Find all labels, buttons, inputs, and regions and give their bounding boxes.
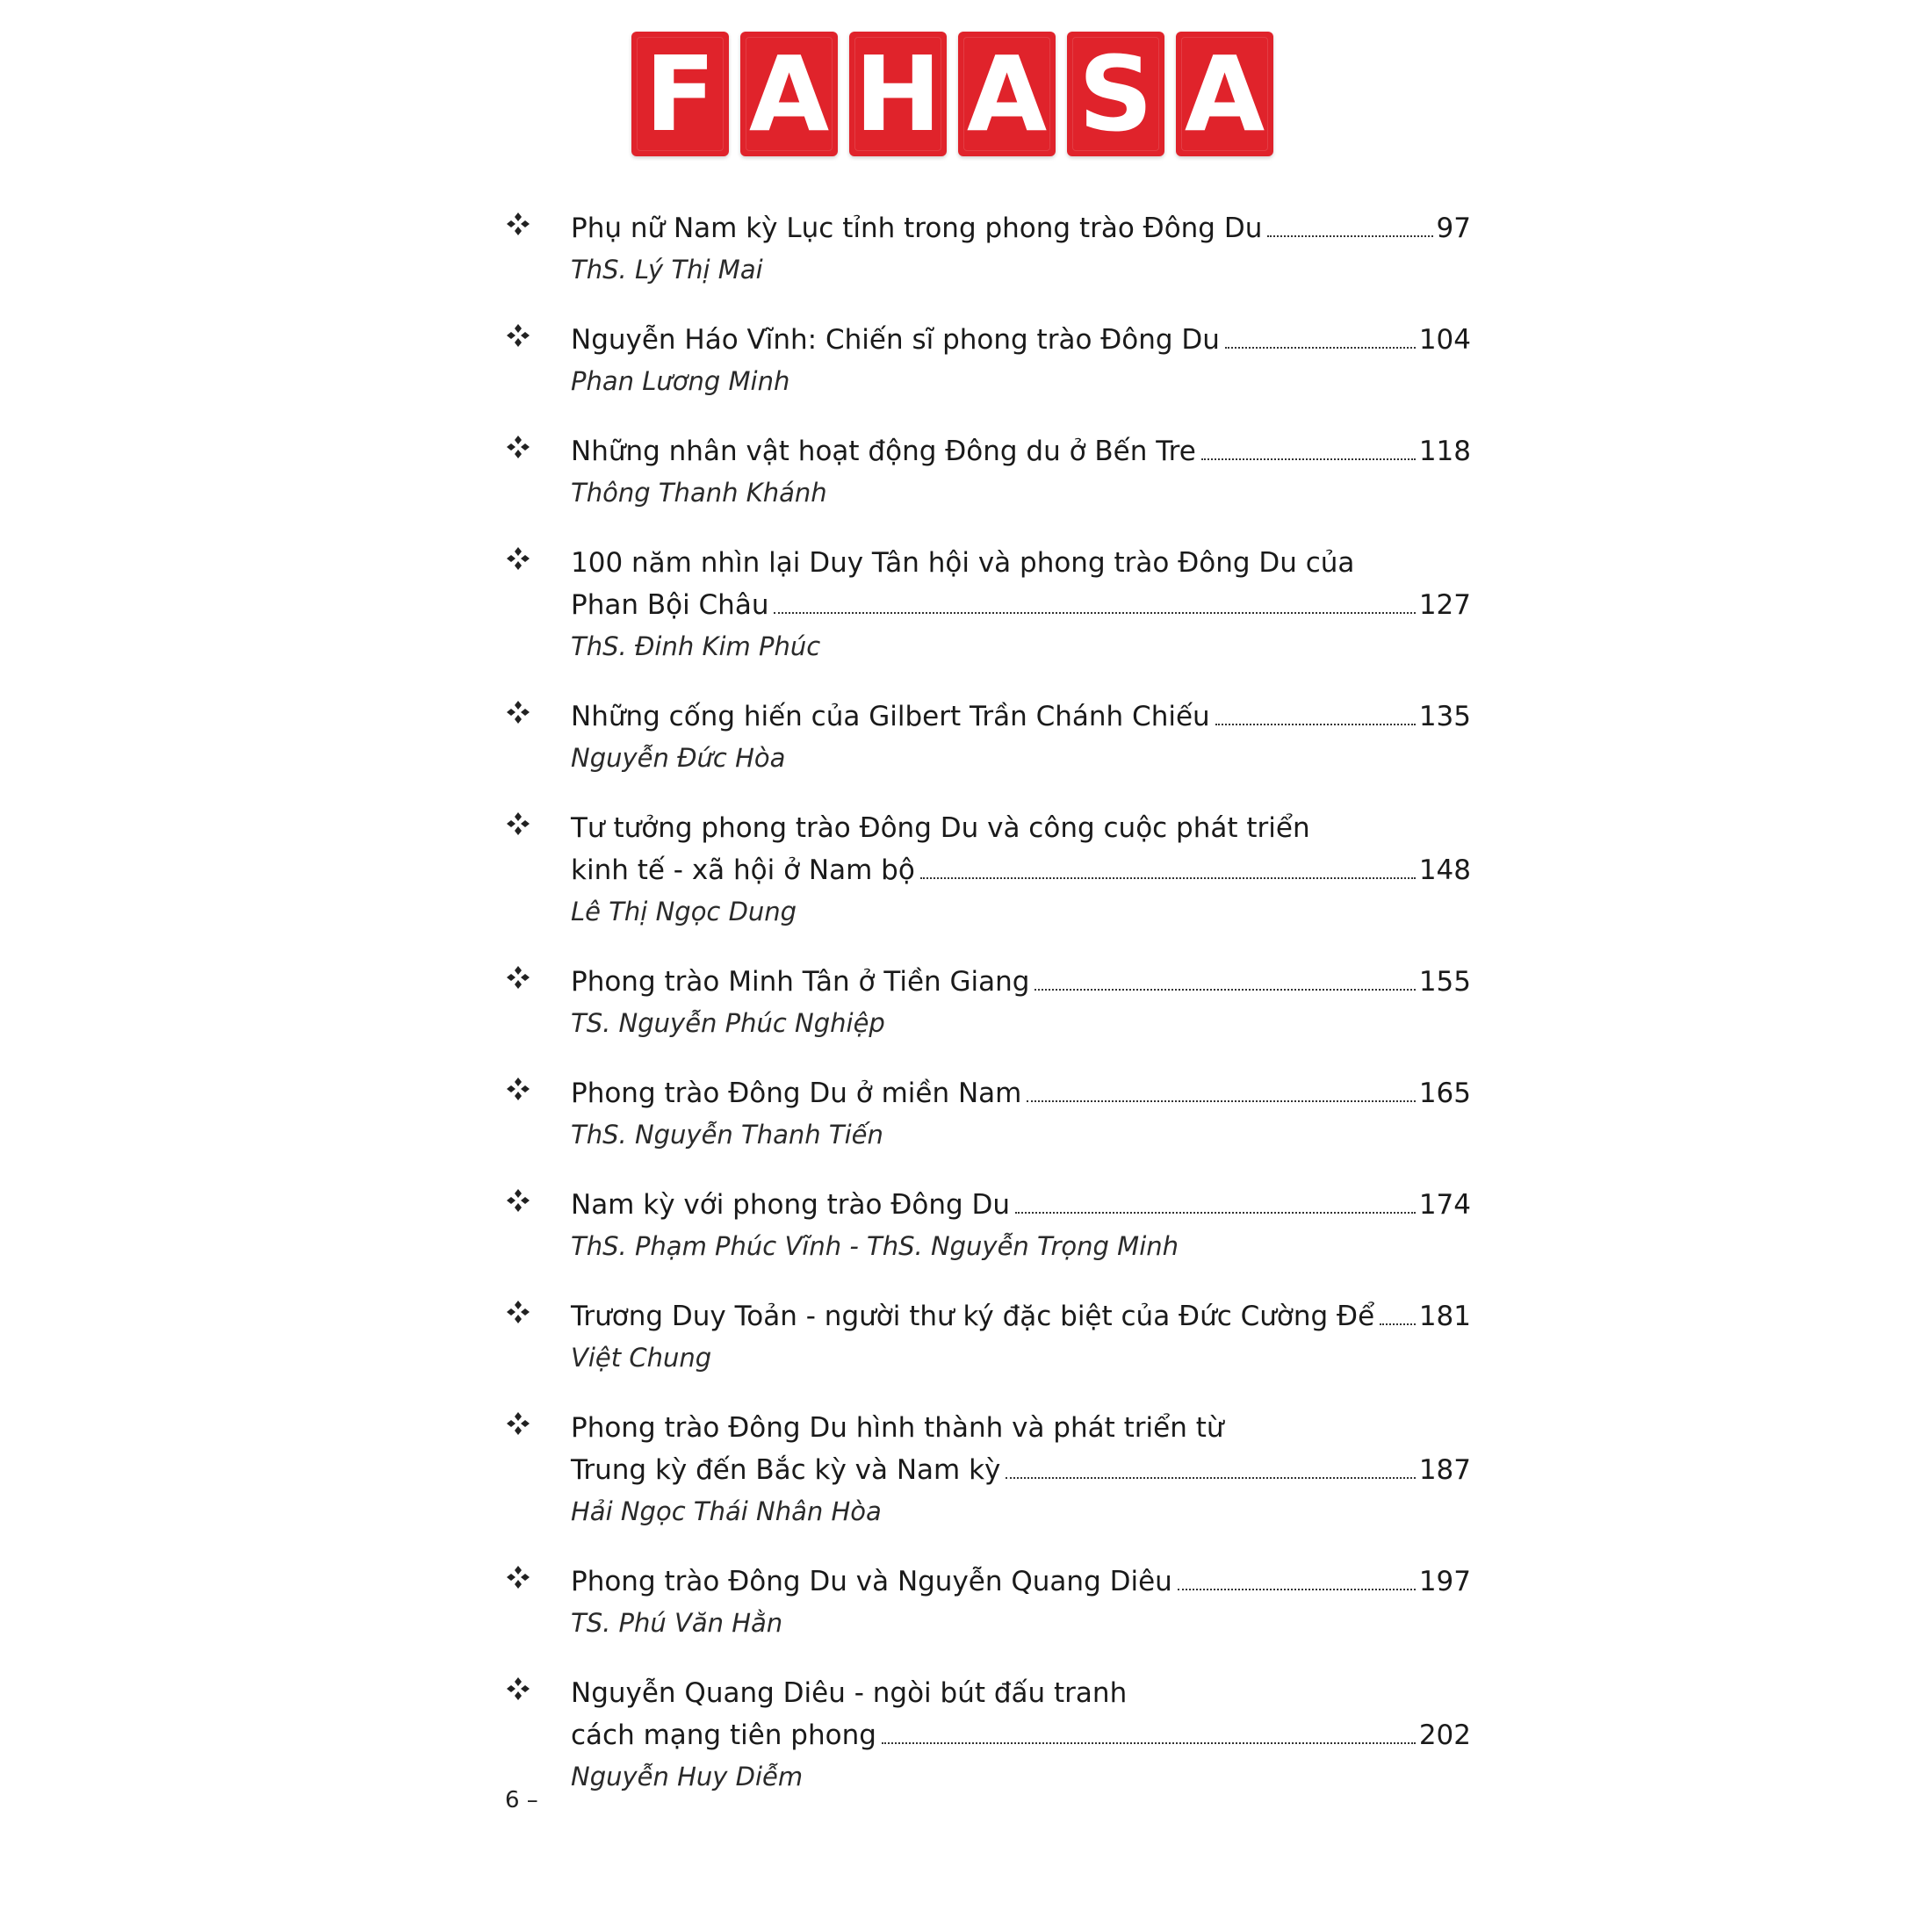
toc-entry <box>505 1561 1471 1643</box>
entry-page-number: 97 <box>1436 213 1471 244</box>
entry-title: Phong trào Đông Du hình thành và phát triển từ <box>571 1412 1224 1444</box>
entry-title: Phong trào Đông Du ở miền Nam <box>571 1078 1022 1109</box>
diamond-bullet-icon <box>505 545 531 572</box>
diamond-bullet-icon <box>505 1076 531 1102</box>
dot-leader <box>774 612 1415 614</box>
toc-entry <box>505 542 1471 667</box>
entry-title-line <box>571 430 1471 472</box>
logo-tile <box>1176 32 1273 156</box>
entry-title-line <box>571 1072 1471 1114</box>
entry-title: 100 năm nhìn lại Duy Tân hội và phong trào Đông Du của <box>571 547 1355 579</box>
toc-entry <box>505 1407 1471 1532</box>
entry-title-line <box>571 1184 1471 1226</box>
entry-page-number: 155 <box>1418 966 1471 998</box>
toc-entry <box>505 696 1471 778</box>
entry-title-line <box>571 542 1471 584</box>
entry-title: Phong trào Minh Tân ở Tiền Giang <box>571 966 1030 998</box>
dot-leader <box>1034 989 1415 991</box>
entry-author: Nguyễn Huy Diễm <box>571 1762 804 1791</box>
entry-author: TS. Nguyễn Phúc Nghiệp <box>571 1008 885 1038</box>
entry-title: Những cống hiến của Gilbert Trần Chánh Chiếu <box>571 701 1210 732</box>
entry-page-number: 202 <box>1418 1719 1471 1751</box>
entry-page-number: 104 <box>1418 324 1471 356</box>
table-of-contents <box>505 207 1471 1826</box>
entry-title-line <box>571 1714 1471 1756</box>
entry-page-number: 148 <box>1418 854 1471 886</box>
entry-title-line <box>571 319 1471 361</box>
logo-tile <box>1067 32 1164 156</box>
logo-tile <box>849 32 947 156</box>
entry-title-line <box>571 584 1471 626</box>
dot-leader <box>1006 1477 1415 1479</box>
toc-entry <box>505 1184 1471 1266</box>
logo-letter: H <box>854 33 941 155</box>
entry-title: Phong trào Đông Du và Nguyễn Quang Diêu <box>571 1566 1172 1597</box>
entry-title: Những nhân vật hoạt động Đông du ở Bến Tre <box>571 436 1196 467</box>
dot-leader <box>1380 1323 1416 1325</box>
entry-title-line <box>571 1407 1471 1449</box>
fahasa-logo <box>631 32 1273 156</box>
logo-letter: A <box>966 33 1048 155</box>
diamond-bullet-icon <box>505 1187 531 1214</box>
entry-page-number: 135 <box>1418 701 1471 732</box>
entry-author: Hải Ngọc Thái Nhân Hòa <box>571 1496 882 1526</box>
entry-title: Phan Bội Châu <box>571 589 769 621</box>
dot-leader <box>1267 235 1432 237</box>
logo-tile <box>958 32 1056 156</box>
diamond-bullet-icon <box>505 1564 531 1590</box>
diamond-bullet-icon <box>505 211 531 237</box>
entry-author: Lê Thị Ngọc Dung <box>571 897 797 926</box>
logo-letter: A <box>1184 33 1265 155</box>
entry-title-line <box>571 696 1471 738</box>
diamond-bullet-icon <box>505 322 531 349</box>
logo-letter: F <box>645 33 716 155</box>
entry-title-line <box>571 1449 1471 1491</box>
entry-title-line <box>571 849 1471 891</box>
dot-leader <box>1215 724 1416 725</box>
entry-title-line <box>571 207 1471 249</box>
entry-page-number: 197 <box>1418 1566 1471 1597</box>
diamond-bullet-icon <box>505 1299 531 1325</box>
entry-title: Trung kỳ đến Bắc kỳ và Nam kỳ <box>571 1454 1001 1486</box>
entry-title-line <box>571 961 1471 1003</box>
entry-author: ThS. Phạm Phúc Vĩnh - ThS. Nguyễn Trọng Minh <box>571 1231 1179 1261</box>
entry-author: Việt Chung <box>571 1343 712 1373</box>
entry-page-number: 165 <box>1418 1078 1471 1109</box>
entry-title: Nam kỳ với phong trào Đông Du <box>571 1189 1011 1221</box>
entry-page-number: 187 <box>1418 1454 1471 1486</box>
entry-author: ThS. Nguyễn Thanh Tiến <box>571 1120 883 1150</box>
diamond-bullet-icon <box>505 811 531 837</box>
diamond-bullet-icon <box>505 964 531 991</box>
toc-entry <box>505 430 1471 513</box>
page-number: 6 – <box>505 1787 538 1813</box>
logo-tile <box>740 32 838 156</box>
entry-title: cách mạng tiên phong <box>571 1719 876 1751</box>
entry-page-number: 181 <box>1418 1301 1471 1332</box>
entry-title-line <box>571 1561 1471 1603</box>
toc-entry <box>505 1072 1471 1155</box>
dot-leader <box>1027 1100 1415 1102</box>
diamond-bullet-icon <box>505 434 531 460</box>
toc-entry <box>505 807 1471 932</box>
dot-leader <box>1015 1212 1416 1214</box>
diamond-bullet-icon <box>505 1676 531 1702</box>
dot-leader <box>1201 458 1416 460</box>
logo-tile <box>631 32 729 156</box>
entry-title-line <box>571 807 1471 849</box>
logo-letter: A <box>748 33 830 155</box>
dot-leader <box>1178 1589 1416 1590</box>
entry-page-number: 127 <box>1418 589 1471 621</box>
logo-letter: S <box>1078 33 1153 155</box>
entry-title: Nguyễn Quang Diêu - ngòi bút đấu tranh <box>571 1677 1128 1709</box>
toc-entry <box>505 1672 1471 1797</box>
dot-leader <box>1225 347 1416 349</box>
toc-entry <box>505 1295 1471 1378</box>
entry-title: kinh tế - xã hội ở Nam bộ <box>571 854 915 886</box>
entry-author: TS. Phú Văn Hằn <box>571 1608 783 1638</box>
entry-author: ThS. Lý Thị Mai <box>571 255 763 285</box>
entry-title-line <box>571 1295 1471 1337</box>
diamond-bullet-icon <box>505 699 531 725</box>
entry-author: Phan Lương Minh <box>571 366 790 396</box>
dot-leader <box>920 877 1416 879</box>
entry-author: Nguyễn Đức Hòa <box>571 743 786 773</box>
diamond-bullet-icon <box>505 1410 531 1437</box>
dot-leader <box>882 1742 1416 1744</box>
toc-entry <box>505 207 1471 290</box>
toc-entry <box>505 319 1471 401</box>
toc-entry <box>505 961 1471 1043</box>
entry-title: Tư tưởng phong trào Đông Du và công cuộc phát triển <box>571 812 1310 844</box>
entry-author: ThS. Đinh Kim Phúc <box>571 631 821 661</box>
entry-title: Phụ nữ Nam kỳ Lục tỉnh trong phong trào Đông Du <box>571 213 1263 244</box>
entry-title-line <box>571 1672 1471 1714</box>
entry-author: Thông Thanh Khánh <box>571 478 827 508</box>
entry-page-number: 174 <box>1418 1189 1471 1221</box>
entry-page-number: 118 <box>1418 436 1471 467</box>
entry-title: Nguyễn Háo Vĩnh: Chiến sĩ phong trào Đông Du <box>571 324 1220 356</box>
entry-title: Trương Duy Toản - người thư ký đặc biệt của Đức Cường Để <box>571 1301 1375 1332</box>
